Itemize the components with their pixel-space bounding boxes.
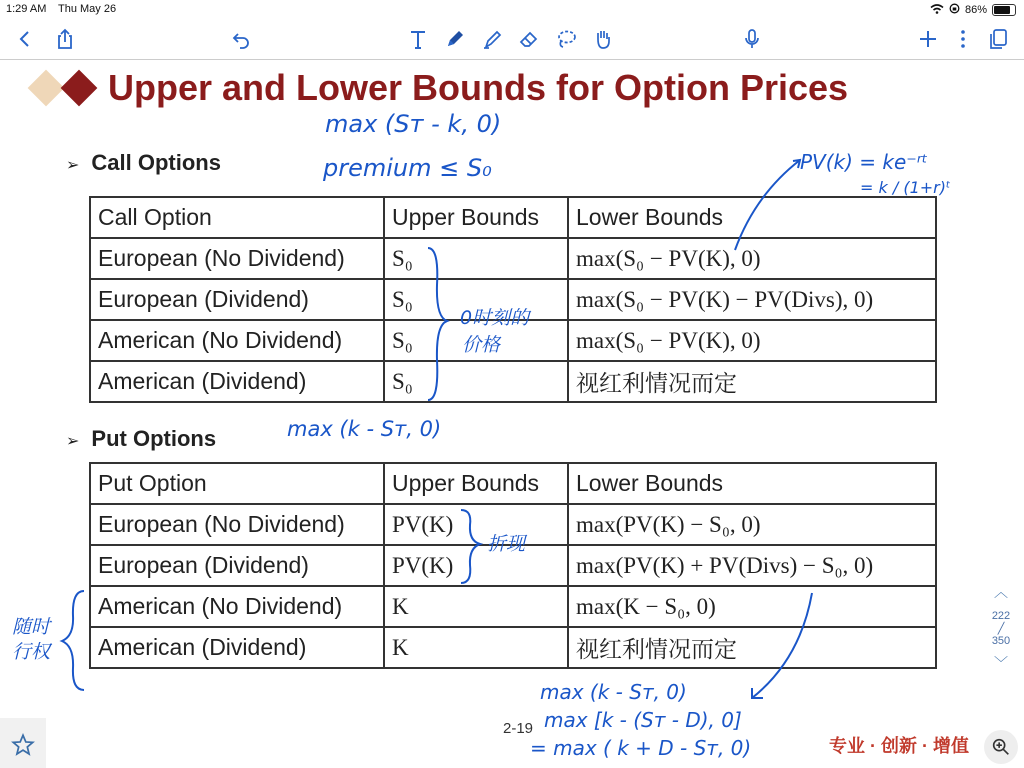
bullet-arrow-icon: ➢: [66, 433, 80, 450]
option-type-cell: European (No Dividend): [90, 504, 384, 545]
add-icon[interactable]: [913, 24, 943, 54]
upper-bound-cell: S₀: [384, 238, 568, 279]
option-type-cell: European (No Dividend): [90, 238, 384, 279]
handwritten-brace-call: [425, 245, 455, 405]
upper-bound-cell: PV(K): [384, 545, 568, 586]
battery-percent: 86%: [964, 4, 987, 16]
status-time: 1:29 AM: [6, 3, 47, 15]
eraser-tool-icon[interactable]: [514, 24, 544, 54]
slide-page-number: 2-19: [503, 720, 534, 737]
orientation-lock-icon: [949, 3, 960, 17]
handwritten-pv-k-alt: = k / (1+r)ᵗ: [860, 178, 951, 197]
header-cell: Lower Bounds: [568, 197, 936, 238]
table-row: [90, 361, 936, 402]
put-options-label: Put Options: [91, 426, 217, 451]
handwritten-discount: 折现: [487, 533, 526, 555]
handwritten-arrow-pv: [725, 155, 815, 255]
handwritten-dividend-line-1: max (k - Sᴛ, 0): [540, 680, 687, 704]
prev-page-icon[interactable]: ︿: [994, 584, 1008, 600]
highlighter-tool-icon[interactable]: [477, 24, 507, 54]
handwritten-brace-american: [58, 588, 88, 694]
upper-bound-cell: S₀: [384, 279, 568, 320]
handwritten-put-payoff: max (k - Sᴛ, 0): [287, 417, 442, 441]
status-bar: [0, 0, 1024, 20]
page-navigator: [984, 582, 1018, 673]
lower-bound-cell: max(PV(K) − S₀, 0): [568, 504, 936, 545]
favorite-star-icon[interactable]: [10, 732, 36, 758]
header-cell: Lower Bounds: [568, 463, 936, 504]
handwritten-anytime: 随时: [12, 616, 51, 638]
wifi-icon: [930, 4, 944, 17]
lower-bound-cell: 视红利情况而定: [568, 627, 936, 668]
header-cell: Put Option: [90, 463, 384, 504]
option-type-cell: American (Dividend): [90, 361, 384, 402]
handwritten-dividend-line-3: = max ( k + D - Sᴛ, 0): [530, 736, 752, 760]
option-type-cell: American (No Dividend): [90, 586, 384, 627]
status-date: Thu May 26: [58, 3, 117, 15]
upper-bound-cell: S₀: [384, 320, 568, 361]
upper-bound-cell: K: [384, 586, 568, 627]
status-right: [930, 3, 1016, 17]
option-type-cell: European (Dividend): [90, 545, 384, 586]
total-pages: 350: [991, 635, 1011, 647]
next-page-icon[interactable]: ﹀: [994, 655, 1008, 671]
lower-bound-cell: 视红利情况而定: [568, 361, 936, 402]
title-diamond-light: [28, 70, 65, 107]
handwritten-zero-price: 0时刻的: [460, 307, 530, 329]
toolbar: [0, 20, 1024, 60]
brand-slogan: 专业 · 创新 · 增值: [829, 736, 969, 756]
option-type-cell: American (No Dividend): [90, 320, 384, 361]
pen-tool-icon[interactable]: [440, 24, 470, 54]
call-options-heading: [66, 150, 221, 176]
microphone-icon[interactable]: [737, 24, 767, 54]
current-page: 222: [991, 610, 1011, 622]
lower-bound-cell: max(S₀ − PV(K), 0): [568, 320, 936, 361]
lower-bound-cell: max(S₀ − PV(K) − PV(Divs), 0): [568, 279, 936, 320]
option-type-cell: American (Dividend): [90, 627, 384, 668]
handwritten-premium: premium ≤ S₀: [323, 154, 492, 182]
header-cell: Call Option: [90, 197, 384, 238]
pages-icon[interactable]: [983, 24, 1013, 54]
slide-title: Upper and Lower Bounds for Option Prices: [108, 67, 849, 108]
page-slash: ╱: [997, 623, 1005, 635]
upper-bound-cell: PV(K): [384, 504, 568, 545]
handwritten-pv-k: PV(k) = ke⁻ʳᵗ: [800, 150, 928, 174]
lower-bound-cell: max(PV(K) + PV(Divs) − S₀, 0): [568, 545, 936, 586]
bullet-arrow-icon: ➢: [66, 157, 80, 174]
handwritten-brace-put: [458, 507, 488, 587]
back-icon[interactable]: [10, 24, 40, 54]
undo-icon[interactable]: [226, 24, 256, 54]
handwritten-call-payoff: max (Sᴛ - k, 0): [325, 110, 502, 138]
call-options-label: Call Options: [91, 150, 221, 175]
upper-bound-cell: S₀: [384, 361, 568, 402]
upper-bound-cell: K: [384, 627, 568, 668]
lower-bound-cell: max(S₀ − PV(K), 0): [568, 238, 936, 279]
lower-bound-cell: max(K − S₀, 0): [568, 586, 936, 627]
title-diamond-dark: [61, 70, 98, 107]
put-options-heading: [66, 426, 216, 452]
handwritten-dividend-line-2: max [k - (Sᴛ - D), 0]: [544, 708, 742, 732]
text-tool-icon[interactable]: [403, 24, 433, 54]
handwritten-arrow-put: [740, 590, 820, 705]
battery-icon: [992, 4, 1016, 16]
lasso-tool-icon[interactable]: [551, 24, 581, 54]
table-header-row: [90, 463, 936, 504]
share-icon[interactable]: [50, 24, 80, 54]
more-icon[interactable]: [948, 24, 978, 54]
handwritten-exercise: 行权: [12, 641, 51, 663]
header-cell: Upper Bounds: [384, 463, 568, 504]
slide-page: [0, 60, 1024, 768]
hand-tool-icon[interactable]: [588, 24, 618, 54]
option-type-cell: European (Dividend): [90, 279, 384, 320]
header-cell: Upper Bounds: [384, 197, 568, 238]
zoom-icon[interactable]: [984, 730, 1018, 764]
handwritten-zero-price-2: 价格: [462, 334, 501, 356]
